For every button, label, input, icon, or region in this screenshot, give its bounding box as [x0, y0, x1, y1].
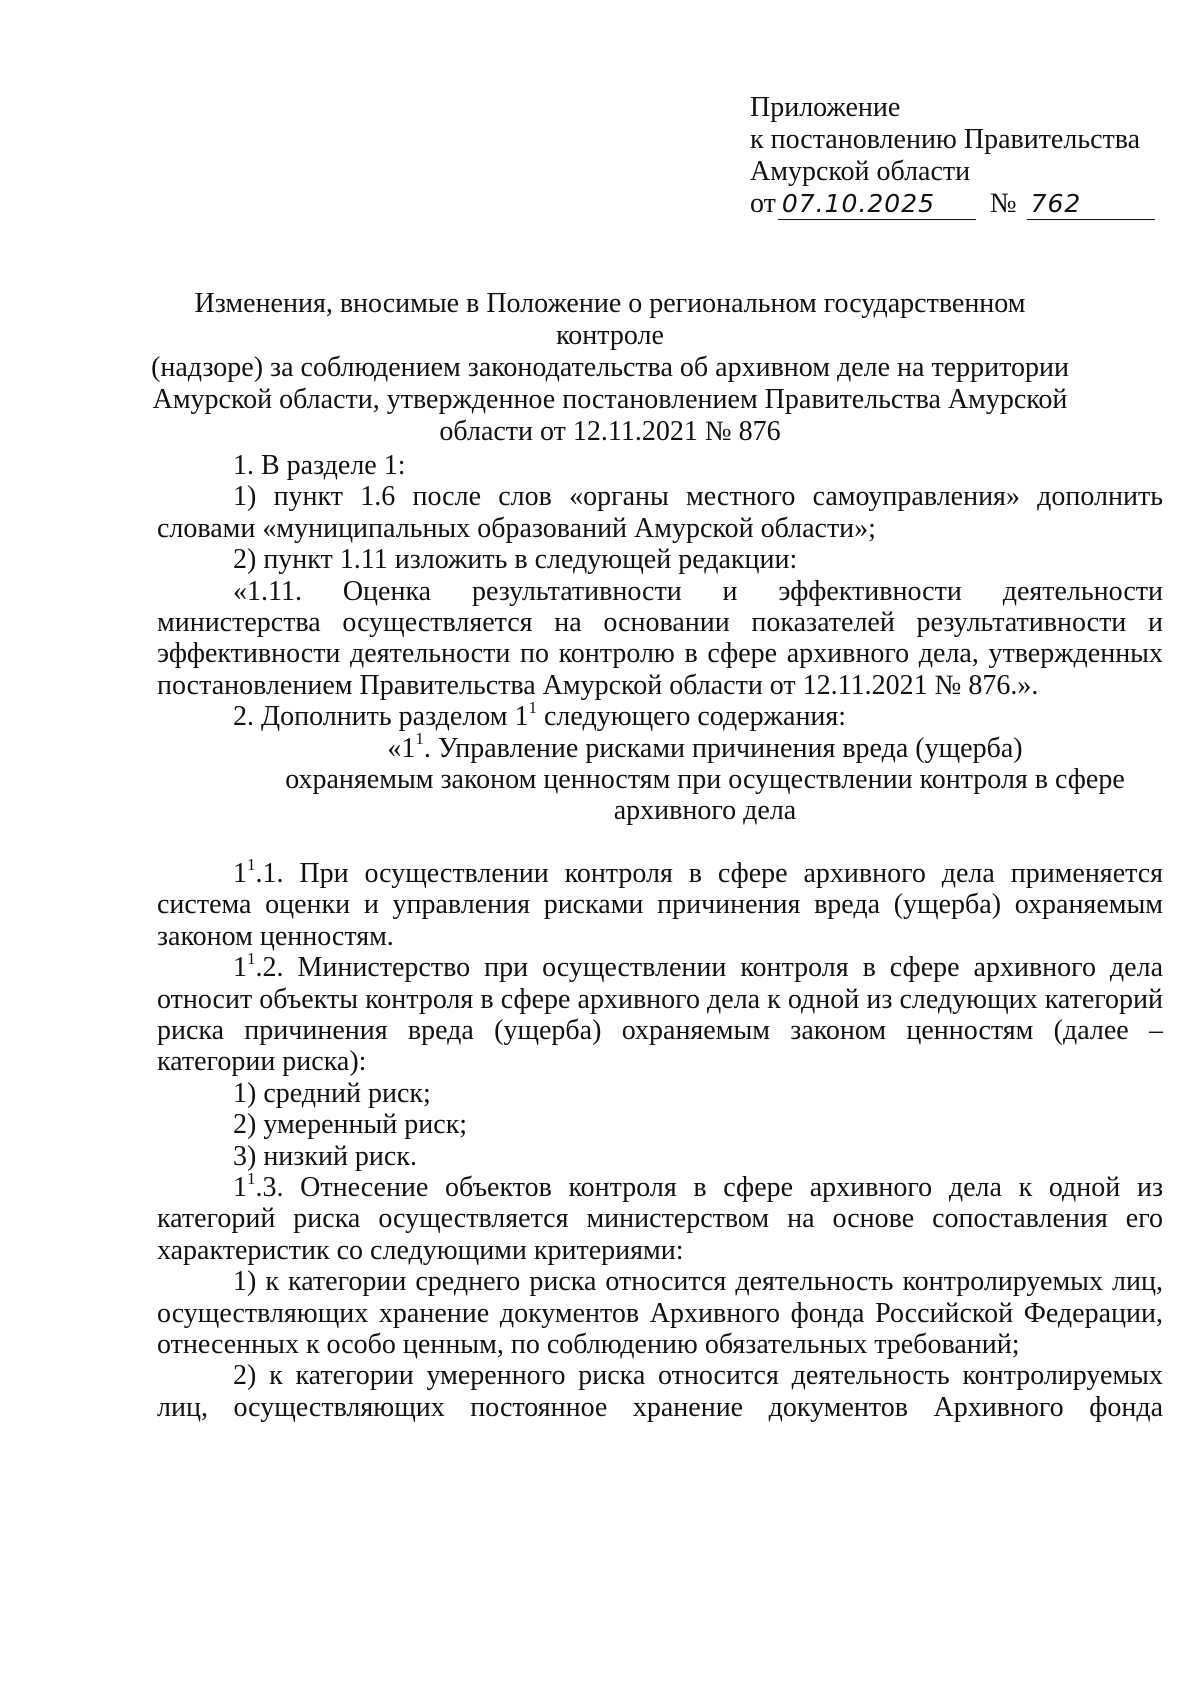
text-span: следующего содержания:: [536, 701, 847, 733]
text-span: 1: [233, 857, 247, 889]
text-span: . Управление рисками причинения вреда (ущерба): [423, 732, 1023, 764]
list-item: 1) средний риск;: [233, 1077, 431, 1109]
paragraph: 1. В разделе 1:: [233, 450, 406, 481]
superscript: 1: [415, 729, 424, 749]
from-label: от: [750, 188, 776, 219]
appendix-label: Приложение: [750, 92, 901, 123]
number-label: №: [989, 188, 1017, 219]
appendix-to-resolution: к постановлению Правительства: [750, 124, 1141, 155]
appendix-region: Амурской области: [750, 156, 971, 187]
paragraph: [157, 1168, 1163, 1266]
text-span: .3. Отнесение объектов контроля в сфере архивного дела к одной из категорий риска осуществляется министерством на основе сопоставления его характеристик со следующими критериями:: [157, 1171, 1163, 1266]
list-item: 2) умеренный риск;: [233, 1109, 468, 1141]
paragraph: [157, 854, 1163, 952]
title-line-4: области от 12.11.2021 № 876: [439, 416, 781, 447]
appendix-date-number-line: [750, 188, 1170, 220]
document-body: [157, 450, 1163, 1423]
handwritten-number: 762: [1027, 189, 1155, 220]
paragraph: 1) пункт 1.6 после слов «органы местного самоуправления» дополнить словами «муниципальных образований Амурской области»;: [157, 481, 1163, 544]
handwritten-date: 07.10.2025: [778, 189, 976, 220]
text-span: «1: [387, 732, 416, 764]
superscript: 1: [247, 948, 256, 968]
title-line-1: Изменения, вносимые в Положение о региональном государственном контроле: [194, 288, 1026, 351]
paragraph: 2) пункт 1.11 изложить в следующей редакции:: [233, 544, 798, 576]
text-span: .1. При осуществлении контроля в сфере архивного дела применяется система оценки и управления рисками причинения вреда (ущерба) охраняемым законом ценностям.: [157, 857, 1163, 952]
spacer: [157, 827, 1163, 858]
text-span: охраняемым законом ценностям при осуществлении контроля в сфере: [285, 764, 1125, 796]
paragraph: «1.11. Оценка результативности и эффективности деятельности министерства осуществляется на основании показателей результативности и эффективности деятельности по контролю в сфере архивного дела, утвержденных постановлением Правительства Амурской области от 12.11.2021 № 876.».: [157, 575, 1163, 701]
paragraph: [157, 948, 1163, 1078]
text-span: 2. Дополнить разделом 1: [233, 701, 529, 733]
title-line-2: (надзоре) за соблюдением законодательства об архивном деле на территории: [151, 352, 1069, 383]
text-span: 1: [233, 952, 247, 984]
text-span: .2. Министерство при осуществлении контроля в сфере архивного дела относит объекты контроля в сфере архивного дела к одной из следующих категорий риска причинения вреда (ущерба) охраняемым законом ценностям (далее – категории риска):: [157, 952, 1163, 1078]
title-line-3: Амурской области, утвержденное постановлением Правительства Амурской: [152, 384, 1068, 415]
text-span: архивного дела: [613, 795, 797, 827]
list-item: 3) низкий риск.: [233, 1140, 417, 1172]
superscript: 1: [247, 854, 256, 874]
text-span: 1: [233, 1171, 247, 1203]
superscript: 1: [528, 697, 537, 717]
section-subtitle: [157, 729, 1163, 827]
paragraph: 2) к категории умеренного риска относится деятельность контролируемых лиц, осуществляющих постоянное хранение документов Архивного фонда: [157, 1360, 1163, 1423]
document-title: [150, 288, 1070, 448]
paragraph: [157, 697, 1163, 733]
paragraph: 1) к категории среднего риска относится деятельность контролируемых лиц, осуществляющих хранение документов Архивного фонда Российской Федерации, отнесенных к особо ценным, по соблюдению обязательных требований;: [157, 1266, 1163, 1360]
superscript: 1: [247, 1168, 256, 1188]
appendix-header: [750, 92, 1170, 220]
